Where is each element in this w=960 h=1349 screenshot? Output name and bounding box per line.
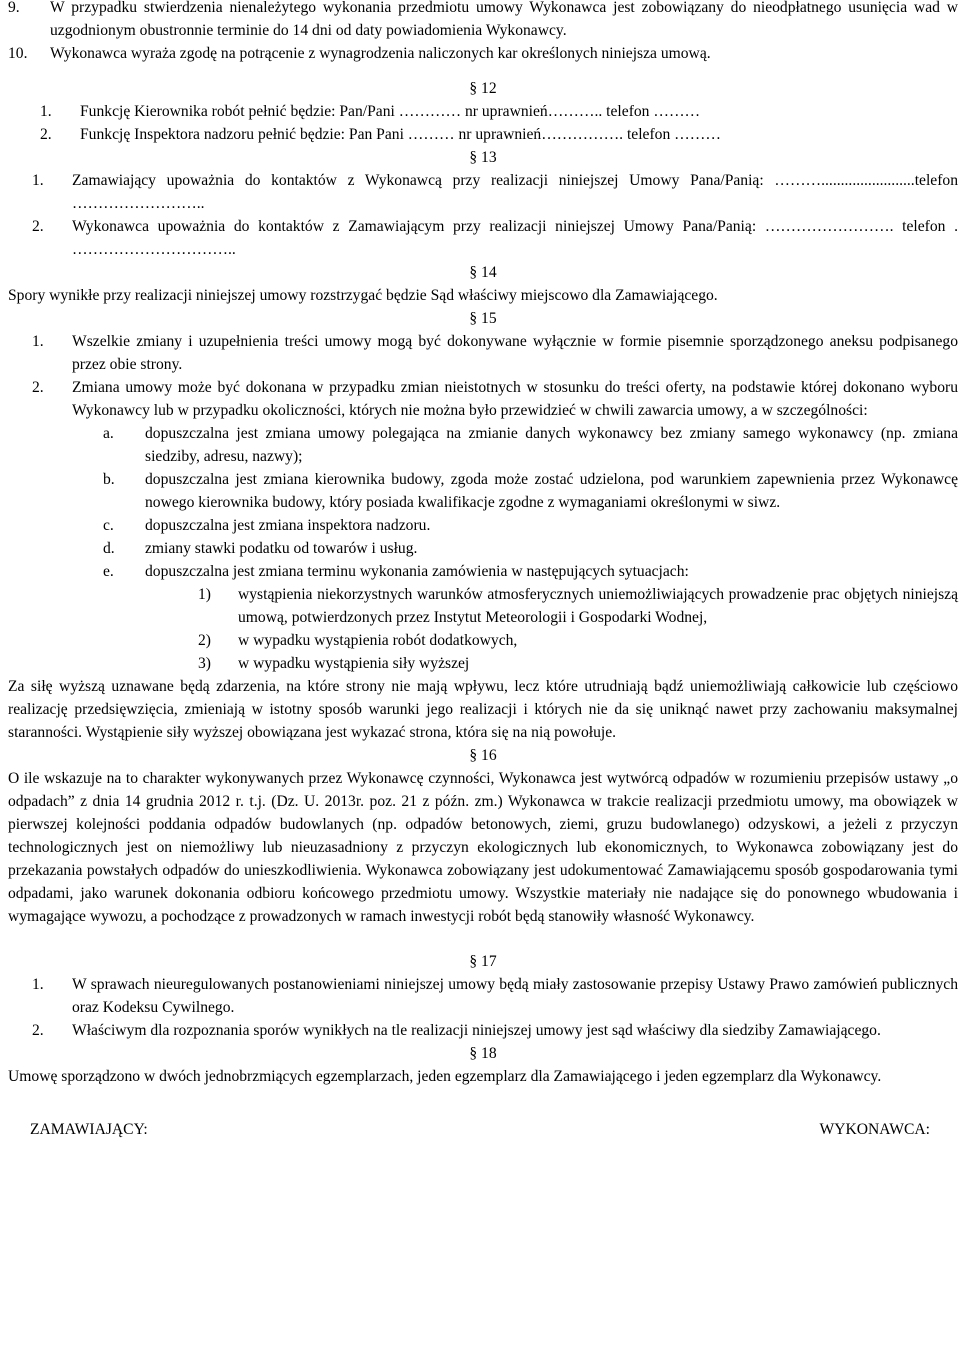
document-page: [8, 0, 958, 1141]
item-number: a.: [103, 425, 114, 442]
sub-sub-list-item: [8, 629, 958, 652]
paragraph-text: Spory wynikłe przy realizacji niniejszej umowy rozstrzygać będzie Sąd właściwy miejscowo dla Zamawiającego.: [8, 287, 718, 304]
sub-list-item: [8, 537, 958, 560]
item-text: W przypadku stwierdzenia nienależytego wykonania przedmiotu umowy Wykonawca jest zobowiązany do nieodpłatnego usunięcia wad w uzgodnionym obustronnie terminie do 14 dni od daty powiadomienia Wykonawcy.: [50, 0, 958, 39]
item-text: Funkcję Kierownika robót pełnić będzie: Pan/Pani ………… nr uprawnień……….. telefon ………: [80, 103, 701, 120]
item-text: Zamawiający upoważnia do kontaktów z Wykonawcą przy realizacji niniejszej Umowy Pana/Panią: ………........................telefon ……………………..: [72, 172, 958, 212]
list-item: [8, 376, 958, 422]
list-item: [8, 973, 958, 1019]
item-number: 2.: [32, 379, 44, 396]
sub-list-item: [8, 422, 958, 468]
paragraph-9: [8, 0, 958, 42]
item-number: 1): [198, 586, 211, 603]
list-item: [8, 1019, 958, 1042]
list-item: [8, 100, 958, 123]
item-number: 1.: [32, 976, 44, 993]
item-number: 10.: [8, 45, 28, 62]
force-majeure-paragraph: Za siłę wyższą uznawane będą zdarzenia, na które strony nie mają wpływu, lecz które utrudniają bądź uniemożliwiają całkowicie lub częściowo realizację przedsięwzięcia, zmieniają w istotny sposób warunki jego realizacji i których nie da się uniknąć nawet przy zachowaniu maksymalnej staranności. Wystąpienie siły wyższej obowiązana jest wykazać strona, która się na nią powołuje.: [8, 678, 958, 741]
item-number: 1.: [40, 103, 52, 120]
paragraph-10: [8, 42, 958, 65]
item-text: Zmiana umowy może być dokonana w przypadku zmian nieistotnych w stosunku do treści oferty, na podstawie której dokonano wyboru Wykonawcy lub w przypadku okoliczności, których nie można było przewidzieć w chwili zawarcia umowy, a w szczególności:: [72, 379, 958, 419]
list-item: [8, 123, 958, 146]
item-number: 1.: [32, 172, 44, 189]
list-item: [8, 169, 958, 215]
item-number: c.: [103, 517, 114, 534]
item-text: zmiany stawki podatku od towarów i usług.: [145, 540, 418, 557]
item-number: 2.: [32, 1022, 44, 1039]
list-item: [8, 330, 958, 376]
section-heading-14: § 14: [469, 264, 497, 281]
section-heading-12: § 12: [469, 80, 497, 97]
signature-zamawiajacy: ZAMAWIAJĄCY:: [30, 1121, 148, 1138]
item-number: e.: [103, 563, 114, 580]
section-heading-13: § 13: [469, 149, 497, 166]
item-text: Wykonawca upoważnia do kontaktów z Zamawiającym przy realizacji niniejszej Umowy Pana/Panią: ……………………. telefon . …………………………..: [72, 218, 958, 258]
item-text: wystąpienia niekorzystnych warunków atmosferycznych uniemożliwiających prowadzenie prac objętych niniejszą umową, potwierdzonych przez Instytut Meteorologii i Gospodarki Wodnej,: [238, 586, 958, 626]
item-number: 2.: [32, 218, 44, 235]
item-text: Wszelkie zmiany i uzupełnienia treści umowy mogą być dokonywane wyłącznie w formie pisemnie sporządzonego aneksu podpisanego przez obie strony.: [72, 333, 958, 373]
list-item: [8, 215, 958, 261]
item-number: b.: [103, 471, 115, 488]
item-text: dopuszczalna jest zmiana umowy polegająca na zmianie danych wykonawcy bez zmiany samego wykonawcy (np. zmiana siedziby, adresu, nazwy);: [145, 425, 958, 465]
item-text: Funkcję Inspektora nadzoru pełnić będzie: Pan Pani ……… nr uprawnień……………. telefon ………: [80, 126, 721, 143]
item-number: 3): [198, 655, 211, 672]
item-number: 1.: [32, 333, 44, 350]
paragraph-text: Umowę sporządzono w dwóch jednobrzmiących egzemplarzach, jeden egzemplarz dla Zamawiającego i jeden egzemplarz dla Wykonawcy.: [8, 1068, 882, 1085]
paragraph-text: O ile wskazuje na to charakter wykonywanych przez Wykonawcę czynności, Wykonawca jest wytwórcą odpadów w rozumieniu przepisów ustawy „o odpadach” z dnia 14 grudnia 2012 r. t.j. (Dz. U. 2013r. poz. 21 z późn. zm.) Wykonawca w trakcie realizacji przedmiotu umowy, ma obowiązek w pierwszej kolejności poddania odpadów budowlanych (np. odpadów betonowych, ziemi, gruzu budowlanego) odzyskowi, a jeżeli z przyczyn technologicznych jest on niemożliwy lub nieuzasadniony z przyczyn ekologicznych lub ekonomicznych, to Wykonawca zobowiązany jest do przekazania powstałych odpadów do unieszkodliwienia. Wykonawca zobowiązany jest udokumentować Zamawiającemu sposób gospodarowania tymi odpadami, jako warunek dokonania odbioru końcowego przedmiotu umowy. Wszystkie materiały nie nadające się do ponownego wbudowania i wymagające wywozu, a pochodzące z prowadzonych w ramach inwestycji robót będą stanowiły własność Wykonawcy.: [8, 770, 958, 925]
section-heading-15: § 15: [469, 310, 497, 327]
signature-wykonawca: WYKONAWCA:: [819, 1121, 930, 1138]
item-number: 2): [198, 632, 211, 649]
section-heading-18: § 18: [469, 1045, 497, 1062]
sub-sub-list-item: [8, 583, 958, 629]
sub-list-item: [8, 468, 958, 514]
item-text: w wypadku wystąpienia siły wyższej: [238, 655, 470, 672]
sub-sub-list-item: [8, 652, 958, 675]
item-text: w wypadku wystąpienia robót dodatkowych,: [238, 632, 518, 649]
item-number: 2.: [40, 126, 52, 143]
item-text: dopuszczalna jest zmiana terminu wykonania zamówienia w następujących sytuacjach:: [145, 563, 689, 580]
sub-list-item: [8, 560, 958, 583]
item-number: d.: [103, 540, 115, 557]
item-text: dopuszczalna jest zmiana inspektora nadzoru.: [145, 517, 431, 534]
item-text: Właściwym dla rozpoznania sporów wynikłych na tle realizacji niniejszej umowy jest sąd właściwy dla siedziby Zamawiającego.: [72, 1022, 881, 1039]
item-text: W sprawach nieuregulowanych postanowieniami niniejszej umowy będą miały zastosowanie przepisy Ustawy Prawo zamówień publicznych oraz Kodeksu Cywilnego.: [72, 976, 958, 1016]
sub-list-item: [8, 514, 958, 537]
section-heading-17: § 17: [469, 953, 497, 970]
section-heading-16: § 16: [469, 747, 497, 764]
item-text: Wykonawca wyraża zgodę na potrącenie z wynagrodzenia naliczonych kar określonych niniejsza umową.: [50, 45, 711, 62]
item-number: 9.: [8, 0, 20, 16]
item-text: dopuszczalna jest zmiana kierownika budowy, zgoda może zostać udzielona, pod warunkiem zapewnienia przez Wykonawcę nowego kierownika budowy, który posiada kwalifikacje zgodne z wymaganiami określonymi w siwz.: [145, 471, 958, 511]
signature-block: [8, 1118, 958, 1141]
